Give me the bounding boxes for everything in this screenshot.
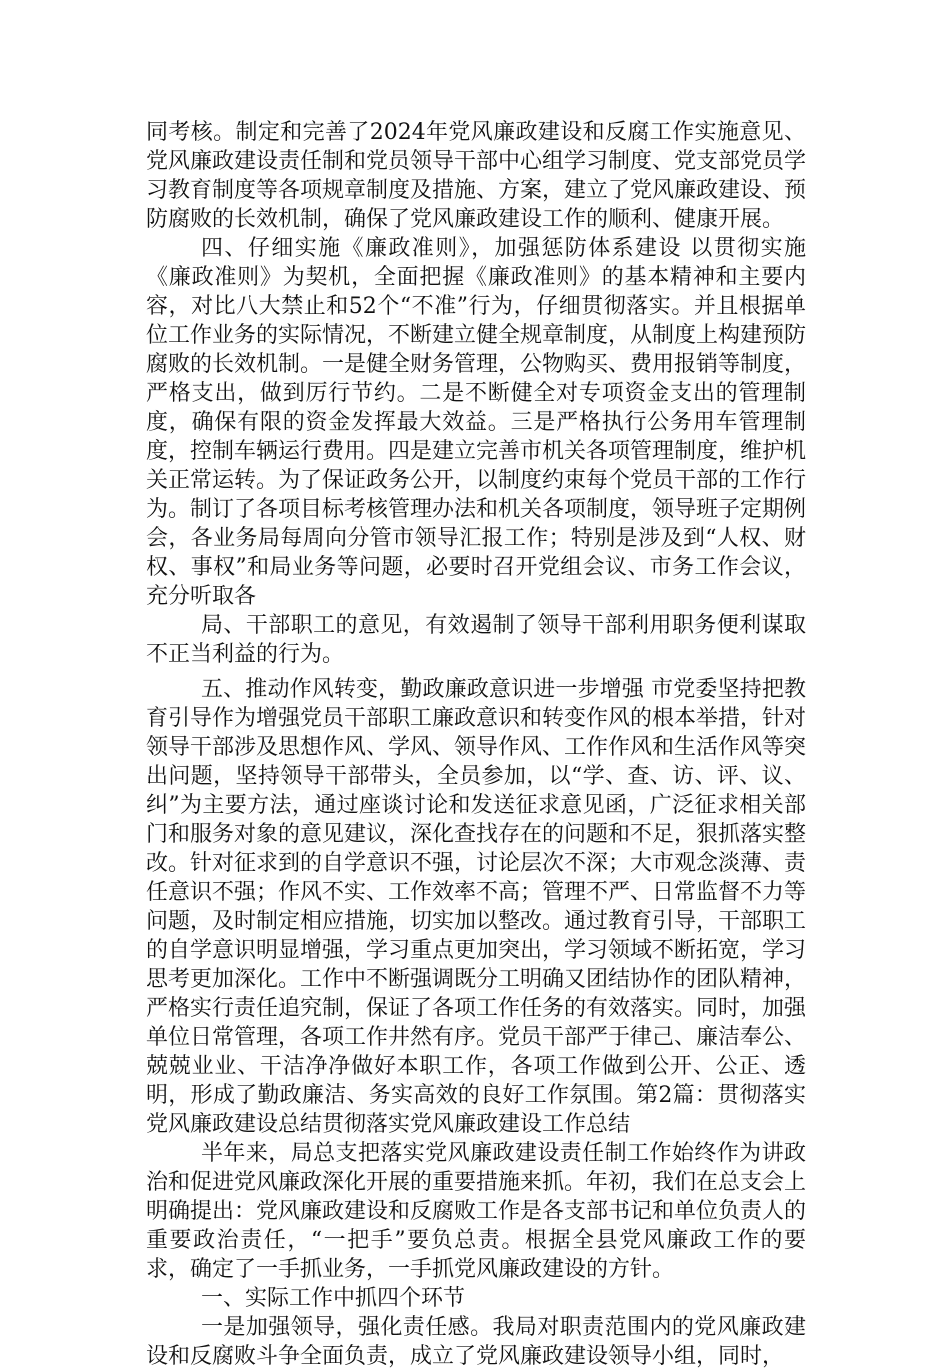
section-heading: 一、实际工作中抓四个环节: [201, 1286, 466, 1311]
document-body: [146, 118, 806, 1371]
paragraph-2: 四、仔细实施《廉政准则》，加强惩防体系建设 以贯彻实施《廉政准则》为契机，全面把握《廉政准则》的基本精神和主要内容，对比八大禁止和52个“不准”行为，仔细贯彻落实。并且根据单位工作业务的实际情况，不断建立健全规章制度，从制度上构建预防腐败的长效机制。一是健全财务管理，公物购买、费用报销等制度，严格支出，做到厉行节约。二是不断健全对专项资金支出的管理制度，确保有限的资金发挥最大效益。三是严格执行公务用车管理制度，控制车辆运行费用。四是建立完善市机关各项管理制度，维护机关正常运转。为了保证政务公开，以制度约束每个党员干部的工作行为。制订了各项目标考核管理办法和机关各项制度，领导班子定期例会，各业务局每周向分管市领导汇报工作；特别是涉及到“人权、财权、事权”和局业务等问题，必要时召开党组会议、市务工作会议，充分听取各: [146, 236, 807, 609]
paragraph-3: 局、干部职工的意见，有效遏制了领导干部利用职务便利谋取不正当利益的行为。: [146, 613, 806, 667]
paragraph-1: 同考核。制定和完善了2024年党风廉政建设和反腐工作实施意见、党风廉政建设责任制和党员领导干部中心组学习制度、党支部党员学习教育制度等各项规章制度及措施、方案，建立了党风廉政建设、预防腐败的长效机制，确保了党风廉政建设工作的顺利、健康开展。: [146, 120, 807, 232]
paragraph-4: 五、推动作风转变，勤政廉政意识进一步增强 市党委坚持把教育引导作为增强党员干部职工廉政意识和转变作风的根本举措，针对领导干部涉及思想作风、学风、领导作风、工作作风和生活作风等突出问题，坚持领导干部带头，全员参加，以“学、查、访、评、议、纠”为主要方法，通过座谈讨论和发送征求意见函，广泛征求相关部门和服务对象的意见建议，深化查找存在的问题和不足，狠抓落实整改。针对征求到的自学意识不强，讨论层次不深；大市观念淡薄、责任意识不强；作风不实、工作效率不高；管理不严、日常监督不力等问题，及时制定相应措施，切实加以整改。通过教育引导，干部职工的自学意识明显增强，学习重点更加突出，学习领域不断拓宽，学习思考更加深化。工作中不断强调既分工明确又团结协作的团队精神，严格实行责任追究制，保证了各项工作任务的有效落实。同时，加强单位日常管理，各项工作井然有序。党员干部严于律己、廉洁奉公、兢兢业业、干洁净净做好本职工作，各项工作做到公开、公正、透明，形成了勤政廉洁、务实高效的良好工作氛围。第2篇：贯彻落实党风廉政建设总结贯彻落实党风廉政建设工作总结: [146, 677, 807, 1137]
paragraph-5: 半年来，局总支把落实党风廉政建设责任制工作始终作为讲政治和促进党风廉政深化开展的重要措施来抓。年初，我们在总支会上明确提出：党风廉政建设和反腐败工作是各支部书记和单位负责人的重要政治责任，“一把手”要负总责。根据全县党风廉政工作的要求，确定了一手抓业务，一手抓党风廉政建设的方针。: [146, 1141, 807, 1282]
paragraph-6: 一是加强领导，强化责任感。我局对职责范围内的党风廉政建设和反腐败斗争全面负责，成立了党风廉政建设领导小组，同时，: [146, 1315, 806, 1369]
